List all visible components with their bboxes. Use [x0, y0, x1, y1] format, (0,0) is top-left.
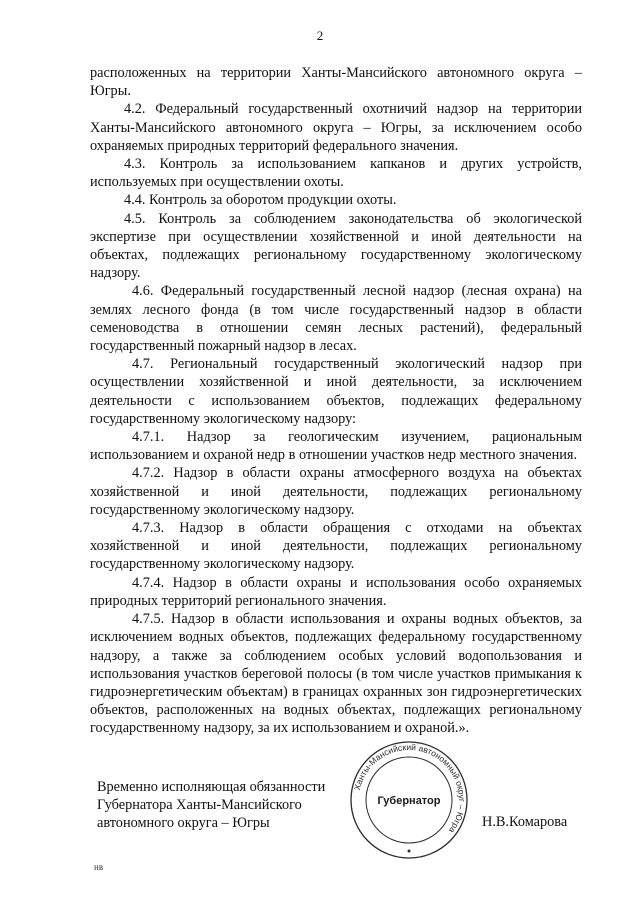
- footer-mark: нв: [94, 862, 104, 872]
- seal-center-text: Губернатор: [377, 795, 441, 807]
- paragraph-4-7-5: 4.7.5. Надзор в области использования и охраны водных объектов, за исключением водных объектов, подлежащих федеральному государственному надзору, а также за соблюдением особых условий водопользования и использования участков береговой полосы (в том числе участков примыкания к гидроэнергетическим объектам) в границах охранных зон гидроэнергетических объектов, расположенных на водных объектах, подлежащих региональному государственному надзору, за их использованием и охраной.».: [90, 611, 582, 737]
- paragraph-4-3: 4.3. Контроль за использованием капканов и других устройств, используемых при осуществлении охоты.: [90, 156, 582, 191]
- page-number: 2: [316, 28, 324, 43]
- paragraph-4-7-3: 4.7.3. Надзор в области обращения с отходами на объектах хозяйственной и иной деятельности, подлежащих региональному государственному экологическому надзору.: [90, 520, 582, 573]
- paragraph-4-7-2: 4.7.2. Надзор в области охраны атмосферного воздуха на объектах хозяйственной и иной деятельности, подлежащих региональному государственному экологическому надзору.: [90, 465, 582, 518]
- signature-title-line-1: Временно исполняющая обязанности: [97, 779, 326, 795]
- paragraph-4-7-1: 4.7.1. Надзор за геологическим изучением, рациональным использованием и охраной недр в отношении участков недр местного значения.: [90, 429, 582, 464]
- paragraph-4-2: 4.2. Федеральный государственный охотничий надзор на территории Ханты-Мансийского автономного округа – Югры, за исключением особо охраняемых природных территорий федерального значения.: [90, 101, 582, 154]
- official-seal: [344, 740, 474, 860]
- signer-name: Н.В.Комарова: [482, 814, 568, 830]
- paragraph-continuation: расположенных на территории Ханты-Мансийского автономного округа – Югры.: [90, 65, 582, 100]
- paragraph-4-5: 4.5. Контроль за соблюдением законодательства об экологической экспертизе при осуществлении хозяйственной и иной деятельности на объектах, подлежащих региональному государственному экологическому надзору.: [90, 210, 582, 282]
- document-body: [90, 64, 582, 738]
- signature-title-line-3: автономного округа – Югры: [97, 815, 270, 832]
- paragraph-4-6: 4.6. Федеральный государственный лесной надзор (лесная охрана) на землях лесного фонда (в том числе государственный надзор в области семеноводства в отношении семян лесных растений), федеральный государственный пожарный надзор в лесах.: [90, 283, 582, 355]
- paragraph-4-7: 4.7. Региональный государственный экологический надзор при осуществлении хозяйственной и иной деятельности, за исключением деятельности с использованием объектов, подлежащих федеральному государственному экологическому надзору:: [90, 356, 582, 427]
- signature-title-line-2: Губернатора Ханты-Мансийского: [97, 797, 302, 814]
- paragraph-4-7-4: 4.7.4. Надзор в области охраны и использования особо охраняемых природных территорий регионального значения.: [90, 574, 582, 609]
- paragraph-4-4: 4.4. Контроль за оборотом продукции охоты.: [124, 192, 397, 209]
- seal-ring-text: Ханты-Мансийский автономный округ – Югра: [352, 741, 468, 836]
- signature-block: [97, 778, 337, 833]
- seal-dot: [408, 850, 411, 853]
